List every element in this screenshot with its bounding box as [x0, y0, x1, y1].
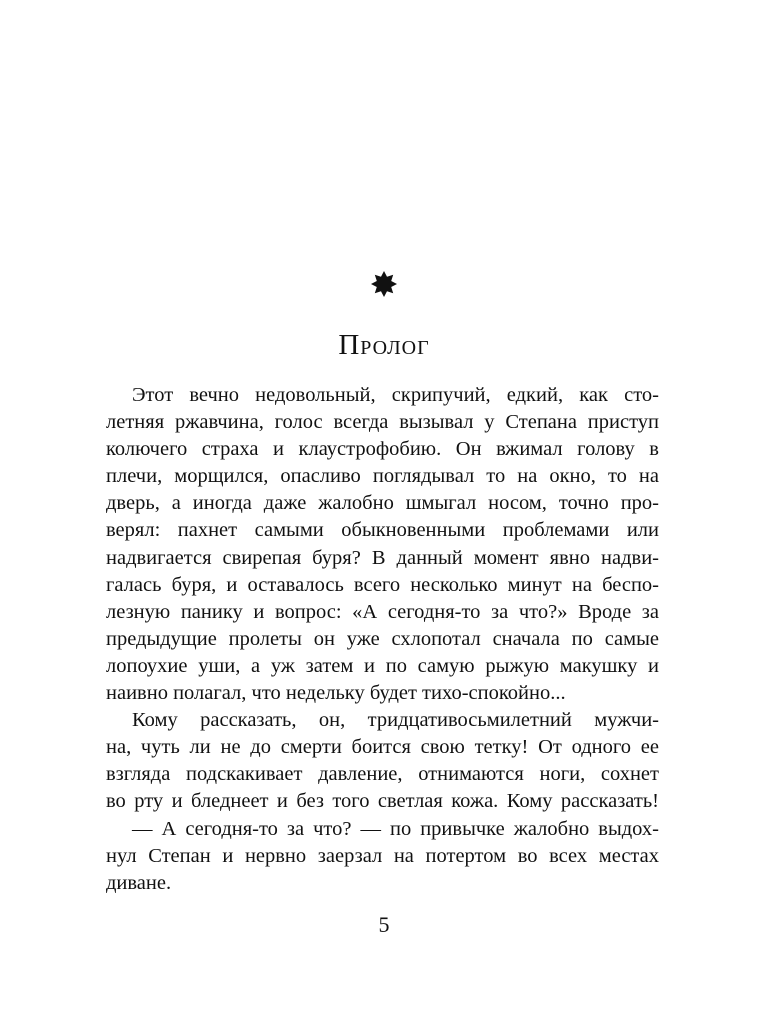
text-line: лезную панику и вопрос: «А сегодня-то за что?» Вроде за [106, 600, 659, 623]
text-line: летняя ржавчина, голос всегда вызывал у Степана приступ [106, 411, 659, 434]
text-line: лопоухие уши, а уж затем и по самую рыжую макушку и [106, 654, 659, 677]
text-line: нул Степан и нервно заерзал на потертом во всех местах [106, 844, 659, 867]
chapter-body-text [106, 382, 659, 897]
text-line: диване. [106, 871, 172, 894]
text-line: плечи, морщился, опасливо поглядывал то на окно, то на [106, 465, 659, 488]
text-line: верял: пахнет самыми обыкновенными проблемами или [106, 519, 659, 542]
text-line: взгляда подскакивает давление, отнимаются ноги, сохнет [106, 763, 659, 786]
page-number: 5 [378, 912, 390, 937]
text-line: колючего страха и клаустрофобию. Он вжимал голову в [106, 438, 659, 461]
text-line: галась буря, и оставалось всего несколько минут на беспо- [106, 573, 659, 596]
text-line: Этот вечно недовольный, скрипучий, едкий, как сто- [132, 384, 659, 406]
text-line: надвигается свирепая буря? В данный момент явно надви- [106, 546, 659, 569]
text-line: — А сегодня-то за что? — по привычке жалобно выдох- [132, 817, 659, 840]
eight-point-star-icon [370, 270, 398, 298]
text-line: наивно полагал, что недельку будет тихо-спокойно... [106, 682, 566, 705]
chapter-title: Пролог [338, 329, 430, 361]
text-line: предыдущие пролеты он уже схлопотал сначала по самые [106, 627, 659, 650]
text-line: Кому рассказать, он, тридцативосьмилетний мужчи- [132, 709, 659, 732]
text-line: на, чуть ли не до смерти боится свою тетку! От одного ее [106, 736, 659, 759]
chapter-ornament [0, 270, 768, 303]
text-line: во рту и бледнеет и без того светлая кожа. Кому рассказать! [106, 790, 659, 813]
text-line: дверь, а иногда даже жалобно шмыгал носом, точно про- [106, 492, 659, 515]
